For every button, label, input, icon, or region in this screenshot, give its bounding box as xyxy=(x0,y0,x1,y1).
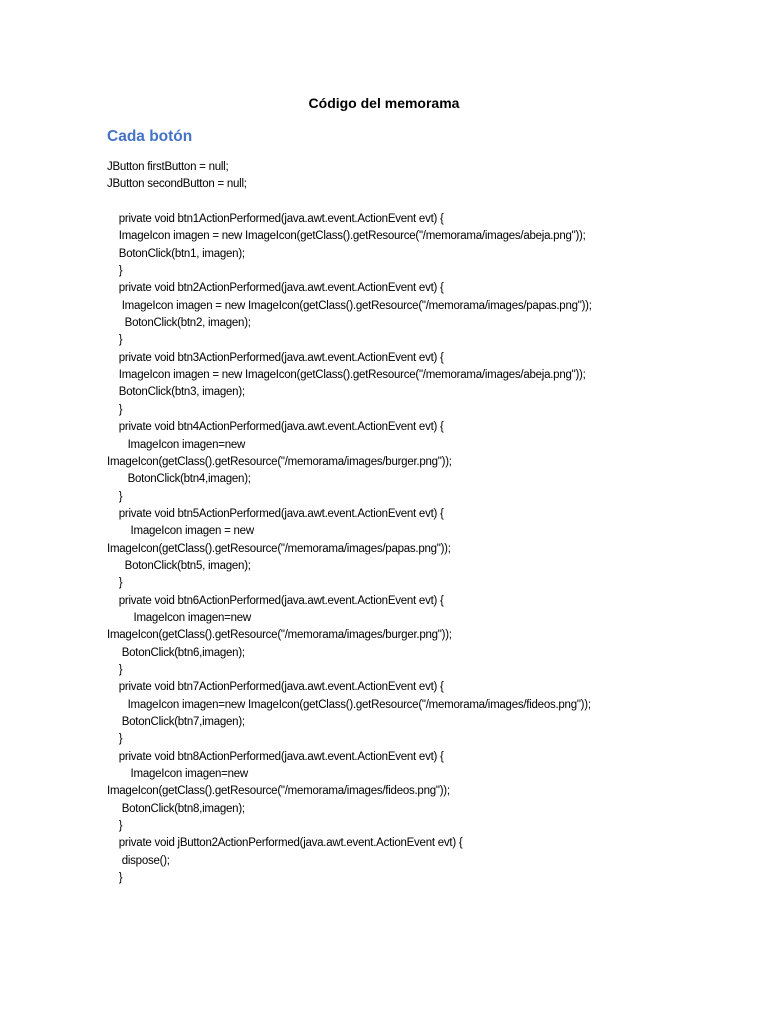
code-line: ImageIcon imagen=new ImageIcon(getClass().getResource("/memorama/images/fideos.png")); xyxy=(107,698,591,711)
code-line: private void btn4ActionPerformed(java.awt.event.ActionEvent evt) { xyxy=(107,421,444,434)
code-line: ImageIcon(getClass().getResource("/memorama/images/papas.png")); xyxy=(107,542,451,555)
section-heading: Cada botón xyxy=(107,128,193,145)
code-line: BotonClick(btn8,imagen); xyxy=(107,802,245,815)
code-line: ImageIcon imagen = new xyxy=(107,525,254,538)
code-line: private void jButton2ActionPerformed(java.awt.event.ActionEvent evt) { xyxy=(107,837,463,850)
code-line: ImageIcon imagen=new xyxy=(107,768,248,781)
code-line: BotonClick(btn7,imagen); xyxy=(107,716,245,728)
code-line: private void btn2ActionPerformed(java.awt.event.ActionEvent evt) { xyxy=(107,282,444,295)
code-line: } xyxy=(107,733,123,746)
document-title: Código del memorama xyxy=(308,95,460,111)
code-line: } xyxy=(107,663,123,676)
code-line: ImageIcon imagen = new ImageIcon(getClass().getResource("/memorama/images/abeja.png")); xyxy=(107,369,586,382)
code-line: private void btn7ActionPerformed(java.awt.event.ActionEvent evt) { xyxy=(107,681,444,694)
code-line: private void btn5ActionPerformed(java.awt.event.ActionEvent evt) { xyxy=(107,507,444,520)
code-block xyxy=(107,159,747,887)
code-line: } xyxy=(107,820,123,833)
code-line: BotonClick(btn1, imagen); xyxy=(107,247,245,260)
code-line: BotonClick(btn6,imagen); xyxy=(107,646,245,659)
code-line: ImageIcon imagen = new ImageIcon(getClass().getResource("/memorama/images/abeja.png")); xyxy=(107,230,586,243)
code-line: BotonClick(btn5, imagen); xyxy=(107,559,251,572)
code-line: BotonClick(btn4,imagen); xyxy=(107,473,251,486)
code-line: } xyxy=(107,265,123,278)
code-line: ImageIcon imagen = new ImageIcon(getClass().getResource("/memorama/images/papas.png")); xyxy=(107,299,592,312)
code-line: } xyxy=(107,403,123,416)
code-line: } xyxy=(107,490,123,503)
code-line: private void btn1ActionPerformed(java.awt.event.ActionEvent evt) { xyxy=(107,213,444,226)
code-line: ImageIcon(getClass().getResource("/memorama/images/burger.png")); xyxy=(107,455,452,468)
code-line: } xyxy=(107,872,123,885)
code-line: } xyxy=(107,577,123,590)
code-line: ImageIcon imagen=new xyxy=(107,438,246,451)
code-line: ImageIcon imagen=new xyxy=(107,611,251,624)
code-line: JButton firstButton = null; xyxy=(107,161,229,173)
code-line: BotonClick(btn3, imagen); xyxy=(107,386,245,399)
code-line: private void btn8ActionPerformed(java.awt.event.ActionEvent evt) { xyxy=(107,750,444,763)
code-line: private void btn3ActionPerformed(java.awt.event.ActionEvent evt) { xyxy=(107,351,444,364)
code-line: } xyxy=(107,334,123,347)
code-line: private void btn6ActionPerformed(java.awt.event.ActionEvent evt) { xyxy=(107,594,444,607)
code-line: dispose(); xyxy=(107,854,170,867)
code-line: ImageIcon(getClass().getResource("/memorama/images/burger.png")); xyxy=(107,629,452,642)
code-line xyxy=(107,194,747,211)
code-line: JButton secondButton = null; xyxy=(107,178,247,191)
code-line: BotonClick(btn2, imagen); xyxy=(107,317,251,330)
code-line: ImageIcon(getClass().getResource("/memorama/images/fideos.png")); xyxy=(107,785,450,798)
